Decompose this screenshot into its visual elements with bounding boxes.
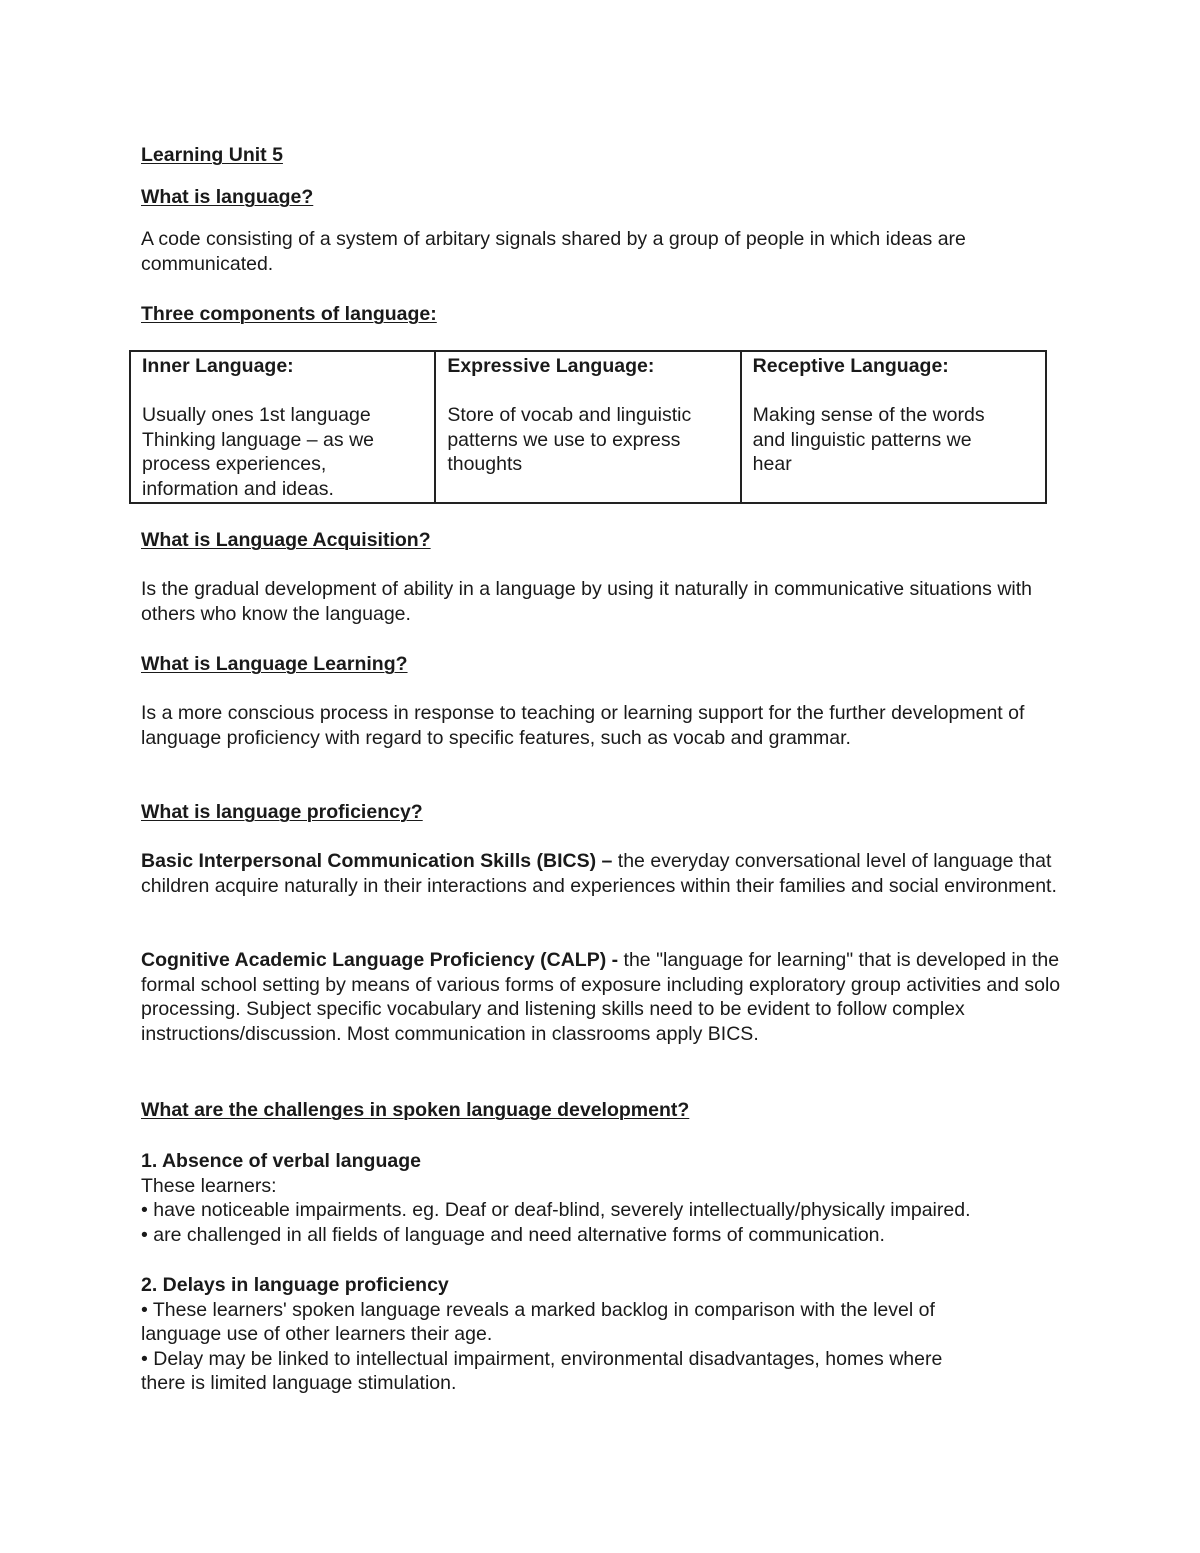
list-item: • are challenged in all fields of language and need alternative forms of communication. bbox=[141, 1223, 885, 1246]
heading-three-components: Three components of language: bbox=[141, 303, 437, 325]
heading-language-proficiency: What is language proficiency? bbox=[141, 801, 423, 823]
component-line: thoughts bbox=[447, 453, 523, 476]
calp-term: Cognitive Academic Language Proficiency (CALP) - bbox=[141, 949, 619, 971]
answer-language-learning: Is a more conscious process in response to teaching or learning support for the further development of language proficiency with regard to specific features, such as vocab and grammar. bbox=[141, 702, 1025, 749]
component-line: Store of vocab and linguistic bbox=[447, 404, 692, 427]
component-cell-inner bbox=[130, 351, 435, 503]
component-line: Thinking language – as we bbox=[142, 428, 374, 451]
bics-definition: the everyday conversational level of language that children acquire naturally in their interactions and experiences within their families and social environment. bbox=[141, 850, 1057, 897]
component-line: information and ideas. bbox=[142, 477, 334, 500]
answer-what-is-language: A code consisting of a system of arbitary signals shared by a group of people in which ideas are communicated. bbox=[141, 228, 966, 275]
heading-what-is-language: What is language? bbox=[141, 186, 314, 208]
challenge-2-list bbox=[141, 1298, 942, 1396]
bics-term: Basic Interpersonal Communication Skills (BICS) – bbox=[141, 850, 613, 872]
component-title: Receptive Language: bbox=[752, 355, 949, 377]
list-item: These learners: bbox=[141, 1174, 277, 1197]
list-item: there is limited language stimulation. bbox=[141, 1372, 457, 1395]
component-line: process experiences, bbox=[142, 453, 327, 476]
calp-definition: the "language for learning" that is developed in the formal school setting by means of various forms of exposure including exploratory group activities and solo processing. Subject specific vocabulary and listening skills need to be evident to follow complex instructions/discussion. Most communication in classrooms apply BICS. bbox=[141, 949, 1061, 1045]
challenge-1-title: 1. Absence of verbal language bbox=[141, 1150, 421, 1172]
list-item: • Delay may be linked to intellectual impairment, environmental disadvantages, homes where bbox=[141, 1347, 943, 1370]
components-table bbox=[129, 350, 1047, 504]
answer-language-acquisition: Is the gradual development of ability in a language by using it naturally in communicative situations with others who know the language. bbox=[141, 578, 1033, 625]
component-line: patterns we use to express bbox=[447, 428, 681, 451]
list-item: • These learners' spoken language reveals a marked backlog in comparison with the level of bbox=[141, 1298, 935, 1321]
heading-language-acquisition: What is Language Acquisition? bbox=[141, 529, 431, 551]
challenge-1-list bbox=[141, 1174, 970, 1248]
heading-challenges: What are the challenges in spoken language development? bbox=[141, 1099, 690, 1121]
component-cell-receptive bbox=[741, 351, 1046, 503]
component-line: and linguistic patterns we bbox=[752, 428, 972, 451]
calp-paragraph bbox=[141, 948, 1061, 1046]
component-line: Usually ones 1st language bbox=[142, 404, 371, 427]
component-line: hear bbox=[752, 453, 792, 476]
challenge-2-title: 2. Delays in language proficiency bbox=[141, 1274, 449, 1296]
bics-paragraph bbox=[141, 849, 1061, 898]
component-title: Inner Language: bbox=[142, 355, 294, 377]
page-title: Learning Unit 5 bbox=[141, 144, 283, 166]
component-cell-expressive bbox=[435, 351, 740, 503]
component-line: Making sense of the words bbox=[752, 404, 985, 427]
heading-language-learning: What is Language Learning? bbox=[141, 653, 408, 675]
list-item: language use of other learners their age. bbox=[141, 1323, 493, 1346]
component-title: Expressive Language: bbox=[447, 355, 655, 377]
list-item: • have noticeable impairments. eg. Deaf or deaf-blind, severely intellectually/physically impaired. bbox=[141, 1199, 971, 1222]
